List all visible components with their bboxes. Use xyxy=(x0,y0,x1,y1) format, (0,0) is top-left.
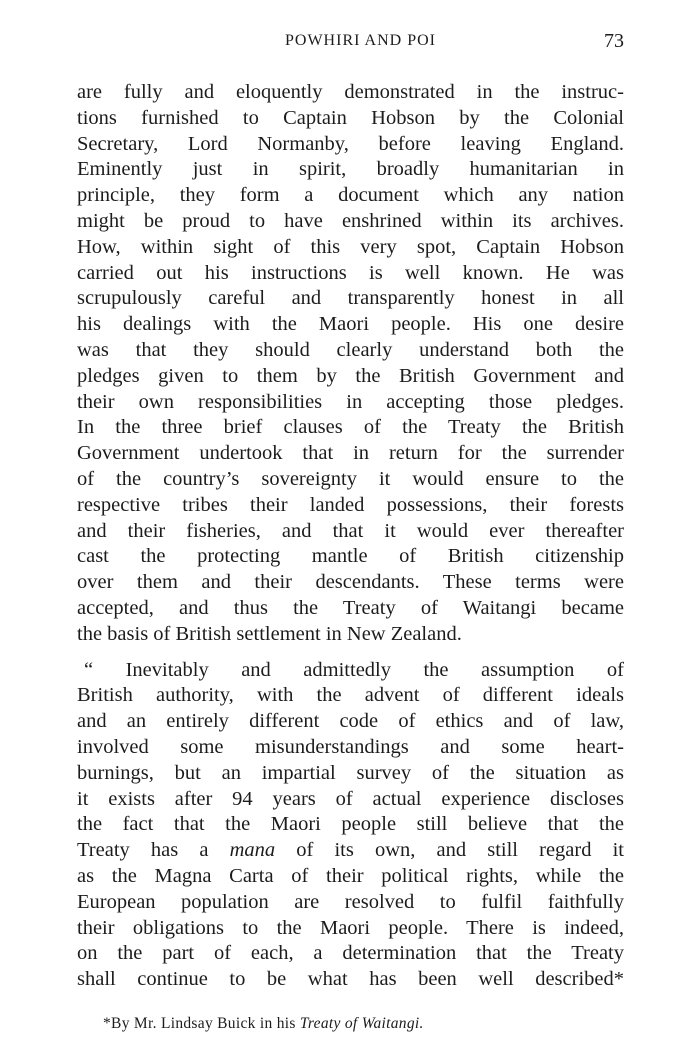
text-line: Eminently just in spirit, broadly humanitarian in xyxy=(77,158,624,181)
text-line: respective tribes their landed possessions, their forests xyxy=(77,493,624,516)
text-line: scrupulously careful and transparently honest in all xyxy=(77,287,624,310)
text-line: involved some misunderstandings and some heart- xyxy=(77,735,624,758)
text-line: the fact that the Maori people still believe that the xyxy=(77,813,624,836)
text-line: accepted, and thus the Treaty of Waitangi became xyxy=(77,596,624,619)
footnote xyxy=(77,1015,624,1033)
text-line: and their fisheries, and that it would ever thereafter xyxy=(77,519,624,542)
text-line: the basis of British settlement in New Zealand. xyxy=(77,622,462,645)
text-line: might be proud to have enshrined within its archives. xyxy=(77,209,624,232)
text-line: his dealings with the Maori people. His one desire xyxy=(77,313,624,336)
text-line: pledges given to them by the British Government and xyxy=(77,364,624,387)
footnote-text: *By Mr. Lindsay Buick in his xyxy=(103,1014,300,1032)
text-line: burnings, but an impartial survey of the situation as xyxy=(77,761,624,784)
paragraph-gap xyxy=(77,648,624,658)
text-line: In the three brief clauses of the Treaty the British xyxy=(77,416,624,439)
text-line: their obligations to the Maori people. There is indeed, xyxy=(77,916,624,939)
footnote-book-title: Treaty of Waitangi. xyxy=(299,1014,424,1032)
text-line: principle, they form a document which any nation xyxy=(77,184,624,207)
text-line: Secretary, Lord Normanby, before leaving England. xyxy=(77,132,624,155)
text-line: their own responsibilities in accepting those pledges. xyxy=(77,390,624,413)
text-line: it exists after 94 years of actual experience discloses xyxy=(77,787,624,810)
text-line: on the part of each, a determination that the Treaty xyxy=(77,942,624,965)
text-line: and an entirely different code of ethics and of law, xyxy=(77,710,624,733)
text-line: “ Inevitably and admittedly the assumption of xyxy=(84,658,624,681)
text-line: British authority, with the advent of different ideals xyxy=(77,684,624,707)
text-line: Government undertook that in return for the surrender xyxy=(77,442,624,465)
text-line: European population are resolved to fulfil faithfully xyxy=(77,890,624,913)
paragraph-2 xyxy=(77,658,624,993)
text-line: tions furnished to Captain Hobson by the Colonial xyxy=(77,106,624,129)
text-line: are fully and eloquently demonstrated in the instruc- xyxy=(77,81,624,103)
italic-word: mana xyxy=(229,839,276,862)
text-line: cast the protecting mantle of British citizenship xyxy=(77,545,624,568)
text-line: as the Magna Carta of their political rights, while the xyxy=(77,864,624,887)
text-line: carried out his instructions is well known. He was xyxy=(77,261,624,284)
text-line: shall continue to be what has been well described* xyxy=(77,968,624,991)
text-line-mana xyxy=(77,838,624,864)
page-number: 73 xyxy=(604,30,624,52)
running-title: POWHIRI AND POI xyxy=(285,32,436,49)
body-text xyxy=(77,80,624,993)
running-head xyxy=(77,30,624,60)
text-run: of its own, and still regard it xyxy=(275,839,624,862)
book-page xyxy=(77,30,624,1033)
paragraph-1 xyxy=(77,80,624,648)
text-line: over them and their descendants. These terms were xyxy=(77,571,624,594)
text-line: How, within sight of this very spot, Captain Hobson xyxy=(77,235,624,258)
text-line: was that they should clearly understand both the xyxy=(77,338,624,361)
text-run: Treaty has a xyxy=(77,839,230,862)
text-line: of the country’s sovereignty it would ensure to the xyxy=(77,467,624,490)
